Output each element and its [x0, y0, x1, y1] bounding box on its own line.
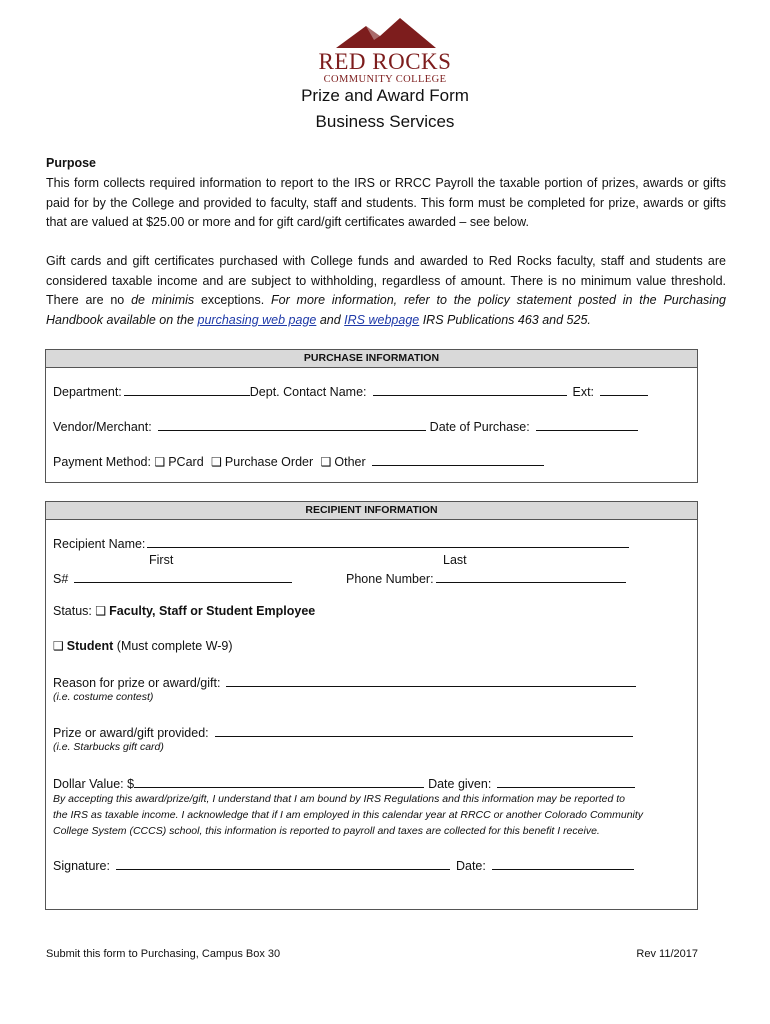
date-of-purchase-field[interactable] — [536, 418, 638, 431]
provided-example: (i.e. Starbucks gift card) — [53, 741, 164, 753]
last-name-caption: Last — [443, 553, 467, 567]
footer-submit-note: Submit this form to Purchasing, Campus Box 30 — [46, 948, 281, 960]
gift-text: exceptions. — [194, 293, 271, 307]
other-field[interactable] — [372, 453, 544, 466]
purchasing-web-page-link[interactable]: purchasing web page — [197, 312, 317, 327]
disclaimer-line-3: College System (CCCS) school, this information is reported to payroll and taxes are collected for this benefit I receive. — [53, 825, 600, 837]
ssn-label: S# — [53, 572, 69, 586]
ssn-row — [53, 570, 292, 586]
logo-subtitle: COMMUNITY COLLEGE — [323, 74, 447, 85]
student-row — [53, 639, 233, 653]
status-label: Status: — [53, 604, 92, 618]
status-row — [53, 604, 315, 618]
pcard-checkbox[interactable]: ❑ — [154, 455, 166, 469]
department-label: Department: — [53, 385, 122, 399]
provided-field[interactable] — [215, 724, 633, 737]
first-name-caption: First — [149, 553, 174, 567]
ext-field[interactable] — [600, 383, 648, 396]
phone-row — [346, 570, 626, 586]
contact-name-field[interactable] — [373, 383, 567, 396]
gift-text: IRS Publications 463 and 525. — [419, 312, 591, 327]
footer-revision: Rev 11/2017 — [636, 948, 698, 960]
reason-label: Reason for prize or award/gift: — [53, 676, 221, 690]
provided-row — [53, 724, 633, 740]
form-subtitle: Business Services — [315, 112, 455, 131]
purchase-order-checkbox[interactable]: ❑ — [211, 455, 222, 469]
payment-method-row — [53, 453, 544, 469]
gift-text: For more information, refer to the policy statement posted in the Purchasing Handbook available on the — [46, 293, 726, 327]
other-label: Other — [334, 455, 366, 469]
vendor-field[interactable] — [158, 418, 426, 431]
college-logo — [318, 16, 452, 85]
department-field[interactable] — [124, 383, 250, 396]
irs-webpage-link[interactable]: IRS webpage — [344, 312, 420, 327]
reason-example: (i.e. costume contest) — [53, 691, 154, 703]
logo-name: RED ROCKS — [318, 49, 452, 74]
signature-label: Signature: — [53, 859, 110, 873]
dollar-value-field[interactable] — [134, 775, 424, 788]
recipient-information-header: RECIPIENT INFORMATION — [46, 502, 697, 520]
faculty-staff-checkbox[interactable]: ❑ — [95, 604, 107, 618]
recipient-name-label: Recipient Name: — [53, 537, 146, 551]
purpose-heading: Purpose — [46, 156, 97, 170]
phone-label: Phone Number: — [346, 572, 434, 586]
department-row — [53, 383, 648, 399]
date-label: Date: — [455, 859, 486, 873]
vendor-row — [53, 418, 638, 434]
student-label: Student — [66, 639, 114, 653]
reason-row — [53, 674, 636, 690]
purchase-information-header: PURCHASE INFORMATION — [46, 350, 697, 368]
purpose-paragraph: This form collects required information to report to the IRS or RRCC Payroll the taxable portion of prizes, awards or gifts paid for by the College and provided to faculty, staff and students. This form must be completed for prize, awards or gifts that are valued at $25.00 or more and for gift card/gift certificates awarded – see below. — [46, 176, 726, 229]
de-minimis-text: de minimis — [131, 293, 195, 307]
provided-label: Prize or award/gift provided: — [53, 726, 209, 740]
contact-name-label: Dept. Contact Name: — [249, 385, 367, 399]
payment-method-label: Payment Method: — [53, 455, 151, 469]
dollar-value-row — [53, 775, 635, 791]
mountain-icon — [318, 16, 452, 52]
disclaimer-line-2: the IRS as taxable income. I acknowledge that if I am employed in this calendar year at RRCC or another Colorado Community — [53, 809, 644, 821]
ssn-field[interactable] — [74, 570, 292, 583]
gift-card-paragraph — [46, 252, 726, 330]
date-of-purchase-label: Date of Purchase: — [429, 420, 530, 434]
other-checkbox[interactable]: ❑ — [320, 455, 332, 469]
date-field[interactable] — [492, 857, 634, 870]
student-checkbox[interactable]: ❑ — [53, 639, 64, 653]
gift-text: and — [316, 312, 345, 327]
recipient-name-row — [53, 535, 629, 551]
phone-field[interactable] — [436, 570, 626, 583]
date-given-label: Date given: — [428, 777, 492, 791]
signature-field[interactable] — [116, 857, 450, 870]
signature-row — [53, 857, 634, 873]
recipient-information-section — [45, 501, 698, 910]
student-note: (Must complete W-9) — [116, 639, 233, 653]
form-title: Prize and Award Form — [301, 86, 469, 105]
faculty-staff-label: Faculty, Staff or Student Employee — [109, 604, 316, 618]
pcard-label: PCard — [168, 455, 204, 469]
disclaimer-line-1: By accepting this award/prize/gift, I understand that I am bound by IRS Regulations and this information may be reported to — [53, 793, 625, 805]
reason-field[interactable] — [226, 674, 636, 687]
date-given-field[interactable] — [497, 775, 635, 788]
ext-label: Ext: — [572, 385, 595, 399]
recipient-name-field[interactable] — [147, 535, 629, 548]
vendor-label: Vendor/Merchant: — [53, 420, 152, 434]
dollar-value-label: Dollar Value: $ — [53, 777, 135, 791]
purchase-order-label: Purchase Order — [224, 455, 314, 469]
gift-text: Gift cards and gift certificates purchased with College funds and awarded to Red Rocks faculty, staff and students are considered taxable income and are subject to withholding, regardless of amount. There is no minimum value threshold. There are no — [46, 254, 726, 307]
